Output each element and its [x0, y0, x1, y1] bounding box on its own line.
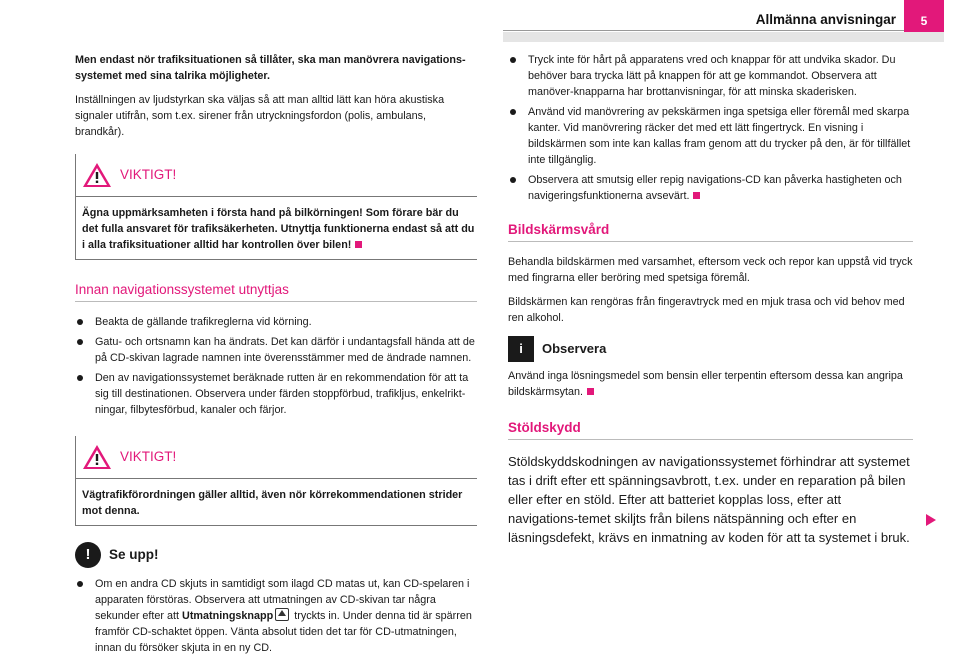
note-label: Observera [542, 341, 607, 356]
left-column [75, 52, 477, 660]
list-item: Den av navigationssystemet beräknade rutten är en rekommendation för att ta sig till destinationen. Observera under färden stoppförbud, trafikljus, enkelrikt-ningar, filbytesförbud, kanaler och färjor. [75, 370, 477, 418]
warning-triangle-icon [82, 444, 112, 470]
intro-bold-paragraph: Men endast nör trafiksituationen så tillåter, ska man manövrera navigations-systemet med sina talrika möjligheter. [75, 54, 466, 82]
header-rule [503, 30, 904, 31]
warning-label: VIKTIGT! [120, 449, 177, 464]
eject-icon [275, 608, 289, 621]
list-item: Tryck inte för hårt på apparatens vred och knappar för att undvika skador. Du behöver bara trycka lätt på knappen för att ge kommandot. Observera att manöver-knapparna har brottanvisningar, för att minska skaderisken. [508, 52, 913, 100]
end-marker-icon [587, 388, 594, 395]
bullet-icon [510, 177, 516, 183]
warning-text: Ägna uppmärksamheten i första hand på bilkörningen! Som förare bär du det fulla ansvaret för trafiksäkerheten. Utnyttja funktionerna endast så att du i alla trafiksituationer alltid har kontrollen över bilen! [82, 207, 475, 251]
eject-key-label: Utmatningsknapp [182, 610, 274, 622]
list-item: Gatu- och ortsnamn kan ha ändrats. Det kan därför i undantagsfall hända att de på CD-skivan lagrade namnen inte överensstämmer med de ändrade namnen. [75, 334, 477, 366]
theft-protection-paragraph: Stöldskyddskodningen av navigationssystemet förhindrar att systemet tas i drift efter ett spänningsavbrott, t.ex. under en reparation på bilen eller efter en stöld. Efter att batteriet kopplas loss, efter att navigations-temet skiljts från bilens nätspänning och efter en läsningsdefekt, krävs en inmatning av koden för att ta systemet i bruk. [508, 454, 910, 545]
bullet-icon [510, 57, 516, 63]
end-marker-icon [693, 192, 700, 199]
attention-box [75, 542, 477, 656]
section-title-theft-protection: Stöldskydd [508, 420, 913, 440]
section-title-screen-care: Bildskärmsvård [508, 222, 913, 242]
bullet-icon [510, 109, 516, 115]
screen-care-paragraph-2: Bildskärmen kan rengöras från fingeravtryck med en mjuk trasa och vid behov med ren alkohol. [508, 296, 905, 324]
warning-box-2 [75, 436, 477, 526]
section-title-before-use: Innan navigationssystemet utnyttjas [75, 282, 477, 302]
exclamation-circle-icon: ! [75, 542, 101, 568]
page-number: 5 [904, 0, 944, 42]
header-title: Allmänna anvisningar [755, 12, 896, 27]
note-header [508, 336, 913, 362]
warning-header [76, 444, 477, 479]
warning-header [76, 162, 477, 197]
screen-care-paragraph-1: Behandla bildskärmen med varsamhet, eftersom veck och repor kan uppstå vid tryck med fingrarna eller beröring med spetsiga föremål. [508, 256, 913, 284]
attention-label: Se upp! [109, 547, 159, 562]
list-item: Beakta de gällande trafikreglerna vid körning. [75, 314, 477, 330]
intro-paragraph: Inställningen av ljudstyrkan ska väljas så att man alltid lätt kan höra akustiska signaler utifrån, som t.ex. sirener från utryckningsfordon (polis, ambulans, brandkår). [75, 94, 445, 138]
bullet-icon [77, 581, 83, 587]
header-bar [503, 32, 944, 42]
warning-triangle-icon [82, 162, 112, 188]
list-item: Använd vid manövrering av pekskärmen inga spetsiga eller föremål med skarpa kanter. Vid manövrering räcker det med ett lätt fingertryck. En visning i bildskärmen som inte kan kallas fram genom att du trycker på den, är för tillfället inte tillgänglig. [508, 104, 913, 168]
list-item: Om en andra CD skjuts in samtidigt som ilagd CD matas ut, kan CD-spelaren i apparaten förstöras. Observera att utmatningen av CD-skivan tar några sekunder efter att Utmatningsknapp tryckts in. Under denna tid är spärren framför CD-schaktet öppen. Vänta absolut tiden det tar för CD-utmatningen, innan du försöker skjuta in en ny CD. [75, 576, 477, 656]
end-marker-icon [355, 241, 362, 248]
warning-box-1 [75, 154, 477, 260]
continue-arrow-icon [926, 514, 936, 526]
note-text: Använd inga lösningsmedel som bensin eller terpentin eftersom dessa kan angripa bildskärmsytan. [508, 370, 903, 398]
info-note-icon: i [508, 336, 534, 362]
right-column [508, 52, 913, 555]
warning-label: VIKTIGT! [120, 167, 177, 182]
bullet-icon [77, 339, 83, 345]
list-item: Observera att smutsig eller repig navigations-CD kan påverka hastigheten och navigeringsfunktionerna avsevärt. [508, 172, 913, 204]
attention-header [75, 542, 477, 568]
note-box [508, 336, 913, 400]
warning-text: Vägtrafikförordningen gäller alltid, även nör körrekommendationen strider mot denna. [82, 489, 463, 517]
bullet-icon [77, 319, 83, 325]
bullet-icon [77, 375, 83, 381]
